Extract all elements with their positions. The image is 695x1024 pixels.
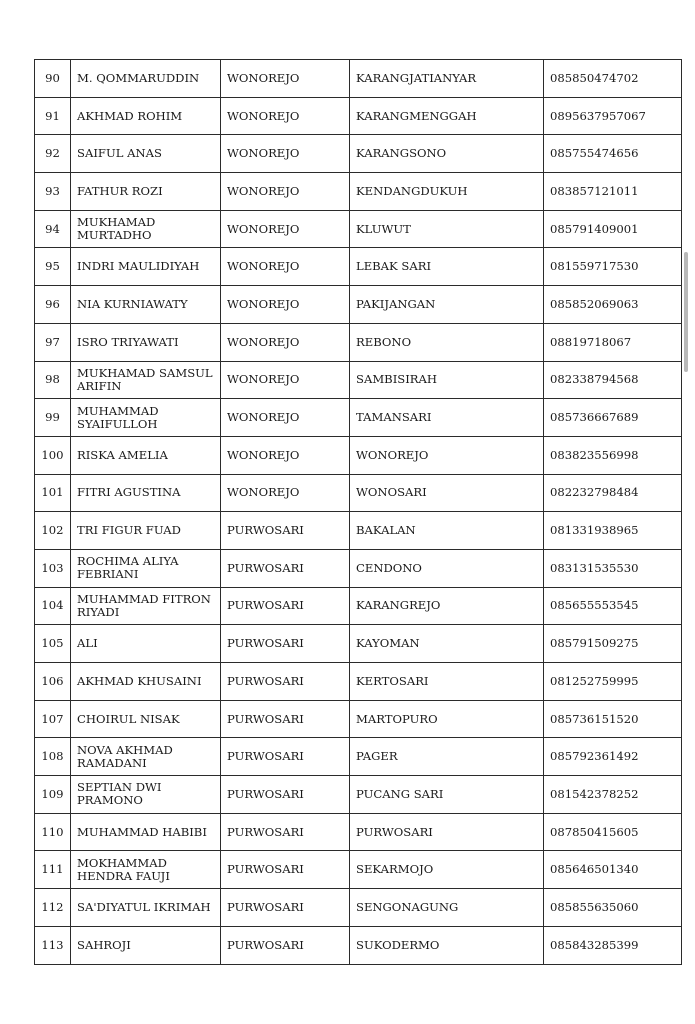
phone-cell: 082232798484 [544, 474, 682, 512]
row-number: 104 [35, 587, 71, 625]
name-cell [71, 323, 221, 361]
name-text: MUKHAMAD MURTADHO [77, 215, 156, 243]
district-cell: WONOREJO [221, 248, 350, 286]
name-cell [71, 549, 221, 587]
district-cell: PURWOSARI [221, 512, 350, 550]
scrollbar-thumb[interactable] [684, 252, 688, 372]
name-cell [71, 210, 221, 248]
table-row [35, 210, 682, 248]
village-cell: KARANGMENGGAH [350, 97, 544, 135]
village-cell: MARTOPURO [350, 700, 544, 738]
village-cell: WONOSARI [350, 474, 544, 512]
village-cell: CENDONO [350, 549, 544, 587]
name-text: AKHMAD ROHIM [77, 108, 183, 123]
village-cell: KERTOSARI [350, 663, 544, 701]
row-number: 97 [35, 323, 71, 361]
row-number: 106 [35, 663, 71, 701]
phone-cell: 081542378252 [544, 776, 682, 814]
phone-cell: 085755474656 [544, 135, 682, 173]
name-cell [71, 926, 221, 964]
row-number: 112 [35, 889, 71, 927]
row-number: 109 [35, 776, 71, 814]
row-number: 98 [35, 361, 71, 399]
name-text: TRI FIGUR FUAD [77, 523, 181, 538]
row-number: 108 [35, 738, 71, 776]
name-cell [71, 663, 221, 701]
phone-cell: 081331938965 [544, 512, 682, 550]
name-cell [71, 851, 221, 889]
name-cell [71, 248, 221, 286]
district-cell: WONOREJO [221, 173, 350, 211]
district-cell: PURWOSARI [221, 889, 350, 927]
table-row [35, 926, 682, 964]
row-number: 100 [35, 436, 71, 474]
name-text: MOKHAMMAD HENDRA FAUJI [77, 855, 170, 883]
name-text: SEPTIAN DWI PRAMONO [77, 780, 162, 808]
village-cell: KAYOMAN [350, 625, 544, 663]
name-cell [71, 738, 221, 776]
phone-cell: 085736151520 [544, 700, 682, 738]
name-cell [71, 399, 221, 437]
name-cell [71, 361, 221, 399]
name-cell [71, 97, 221, 135]
table-row [35, 813, 682, 851]
row-number: 102 [35, 512, 71, 550]
phone-cell: 085646501340 [544, 851, 682, 889]
phone-cell: 08819718067 [544, 323, 682, 361]
table-row [35, 700, 682, 738]
district-cell: WONOREJO [221, 135, 350, 173]
phone-cell: 085655553545 [544, 587, 682, 625]
row-number: 91 [35, 97, 71, 135]
table-row [35, 436, 682, 474]
village-cell: PUCANG SARI [350, 776, 544, 814]
name-text: FATHUR ROZI [77, 183, 163, 198]
phone-cell: 0895637957067 [544, 97, 682, 135]
table-row [35, 135, 682, 173]
village-cell: SAMBISIRAH [350, 361, 544, 399]
village-cell: KARANGSONO [350, 135, 544, 173]
phone-cell: 083131535530 [544, 549, 682, 587]
district-cell: WONOREJO [221, 399, 350, 437]
village-cell: BAKALAN [350, 512, 544, 550]
table-row [35, 474, 682, 512]
district-cell: PURWOSARI [221, 700, 350, 738]
district-cell: WONOREJO [221, 323, 350, 361]
district-cell: PURWOSARI [221, 813, 350, 851]
table-row [35, 549, 682, 587]
district-cell: PURWOSARI [221, 776, 350, 814]
name-cell [71, 173, 221, 211]
table-row [35, 625, 682, 663]
name-text: SA'DIYATUL IKRIMAH [77, 899, 211, 914]
table-row [35, 512, 682, 550]
name-cell [71, 700, 221, 738]
row-number: 90 [35, 60, 71, 98]
table-row [35, 248, 682, 286]
name-text: NOVA AKHMAD RAMADANI [77, 742, 173, 770]
phone-cell: 085791409001 [544, 210, 682, 248]
district-cell: PURWOSARI [221, 663, 350, 701]
table-row [35, 889, 682, 927]
row-number: 103 [35, 549, 71, 587]
phone-cell: 083857121011 [544, 173, 682, 211]
table-row [35, 361, 682, 399]
row-number: 99 [35, 399, 71, 437]
table-row [35, 663, 682, 701]
village-cell: WONOREJO [350, 436, 544, 474]
name-text: ALI [77, 636, 98, 651]
district-cell: PURWOSARI [221, 738, 350, 776]
village-cell: LEBAK SARI [350, 248, 544, 286]
row-number: 92 [35, 135, 71, 173]
name-cell [71, 60, 221, 98]
village-cell: PAKIJANGAN [350, 286, 544, 324]
village-cell: KARANGREJO [350, 587, 544, 625]
phone-cell: 081252759995 [544, 663, 682, 701]
table-row [35, 776, 682, 814]
row-number: 96 [35, 286, 71, 324]
phone-cell: 085791509275 [544, 625, 682, 663]
name-text: MUHAMMAD HABIBI [77, 824, 207, 839]
district-cell: WONOREJO [221, 474, 350, 512]
table-row [35, 399, 682, 437]
name-text: RISKA AMELIA [77, 447, 168, 462]
village-cell: REBONO [350, 323, 544, 361]
village-cell: PAGER [350, 738, 544, 776]
district-cell: WONOREJO [221, 97, 350, 135]
name-cell [71, 587, 221, 625]
name-text: SAIFUL ANAS [77, 146, 162, 161]
phone-cell: 085792361492 [544, 738, 682, 776]
phone-cell: 085852069063 [544, 286, 682, 324]
district-cell: WONOREJO [221, 60, 350, 98]
name-text: CHOIRUL NISAK [77, 711, 180, 726]
name-text: SAHROJI [77, 937, 131, 952]
village-cell: PURWOSARI [350, 813, 544, 851]
phone-cell: 085850474702 [544, 60, 682, 98]
data-table [34, 59, 682, 965]
table-row [35, 97, 682, 135]
row-number: 94 [35, 210, 71, 248]
phone-cell: 082338794568 [544, 361, 682, 399]
name-cell [71, 813, 221, 851]
village-cell: SUKODERMO [350, 926, 544, 964]
district-cell: WONOREJO [221, 361, 350, 399]
phone-cell: 085736667689 [544, 399, 682, 437]
district-cell: WONOREJO [221, 210, 350, 248]
name-text: MUKHAMAD SAMSUL ARIFIN [77, 365, 213, 393]
district-cell: PURWOSARI [221, 926, 350, 964]
phone-cell: 085855635060 [544, 889, 682, 927]
name-text: ISRO TRIYAWATI [77, 334, 179, 349]
row-number: 111 [35, 851, 71, 889]
name-text: MUHAMMAD SYAIFULLOH [77, 403, 159, 431]
name-cell [71, 776, 221, 814]
table-row [35, 587, 682, 625]
phone-cell: 085843285399 [544, 926, 682, 964]
row-number: 110 [35, 813, 71, 851]
table-row [35, 286, 682, 324]
district-cell: WONOREJO [221, 436, 350, 474]
district-cell: PURWOSARI [221, 587, 350, 625]
table-row [35, 323, 682, 361]
name-text: NIA KURNIAWATY [77, 296, 188, 311]
name-cell [71, 474, 221, 512]
row-number: 101 [35, 474, 71, 512]
name-text: INDRI MAULIDIYAH [77, 259, 200, 274]
table-row [35, 60, 682, 98]
village-cell: SEKARMOJO [350, 851, 544, 889]
row-number: 95 [35, 248, 71, 286]
village-cell: SENGONAGUNG [350, 889, 544, 927]
table-row [35, 851, 682, 889]
name-cell [71, 512, 221, 550]
village-cell: KARANGJATIANYAR [350, 60, 544, 98]
name-cell [71, 135, 221, 173]
district-cell: PURWOSARI [221, 549, 350, 587]
name-text: FITRI AGUSTINA [77, 485, 181, 500]
table-row [35, 173, 682, 211]
phone-cell: 081559717530 [544, 248, 682, 286]
name-text: MUHAMMAD FITRON RIYADI [77, 591, 211, 619]
row-number: 107 [35, 700, 71, 738]
row-number: 93 [35, 173, 71, 211]
name-cell [71, 625, 221, 663]
row-number: 113 [35, 926, 71, 964]
name-cell [71, 436, 221, 474]
district-cell: WONOREJO [221, 286, 350, 324]
name-text: M. QOMMARUDDIN [77, 70, 200, 85]
phone-cell: 087850415605 [544, 813, 682, 851]
table-row [35, 738, 682, 776]
village-cell: KLUWUT [350, 210, 544, 248]
district-cell: PURWOSARI [221, 625, 350, 663]
name-cell [71, 889, 221, 927]
district-cell: PURWOSARI [221, 851, 350, 889]
row-number: 105 [35, 625, 71, 663]
village-cell: TAMANSARI [350, 399, 544, 437]
document-page [34, 59, 682, 965]
phone-cell: 083823556998 [544, 436, 682, 474]
name-text: ROCHIMA ALIYA FEBRIANI [77, 554, 179, 582]
village-cell: KENDANGDUKUH [350, 173, 544, 211]
name-cell [71, 286, 221, 324]
name-text: AKHMAD KHUSAINI [77, 673, 202, 688]
